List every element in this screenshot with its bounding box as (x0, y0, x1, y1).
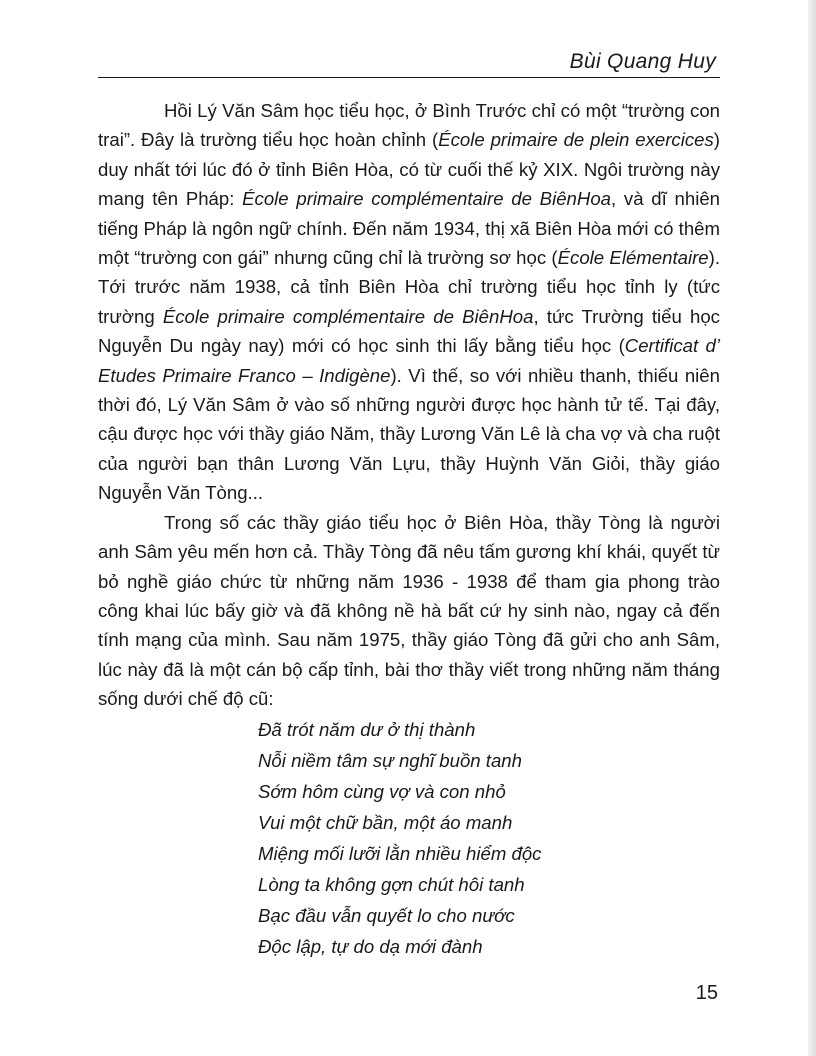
running-header-author: Bùi Quang Huy (569, 50, 716, 73)
paragraph (98, 96, 720, 508)
italic-run: École primaire de plein exercices (438, 129, 714, 151)
text-run: ) duy nhất tới lúc đó ở tỉnh Biên Hòa, có từ cuối thế kỷ XIX. Ngôi trường này mang tên Pháp: (98, 129, 720, 210)
poem-line: Sớm hôm cùng vợ và con nhỏ (258, 780, 506, 802)
text-run: ). Vì thế, so với nhiều thanh, thiếu niên thời đó, Lý Văn Sâm ở vào số những người được học hành tử tế. Tại đây, cậu được học với thầy giáo Năm, thầy Lương Văn Lê là cha vợ và cha ruột của người bạn thân Lương Văn Lựu, thầy Huỳnh Văn Giỏi, thầy giáo Nguyễn Văn Tòng... (98, 364, 720, 504)
text-run: , tức Trường tiểu học Nguyễn Du ngày nay) mới có học sinh thi lấy bằng tiểu học ( (98, 305, 720, 357)
poem-line: Độc lập, tự do dạ mới đành (258, 935, 483, 957)
poem-line: Vui một chữ bần, một áo manh (258, 811, 513, 833)
scan-edge (808, 0, 816, 1056)
poem-line: Lòng ta không gợn chút hôi tanh (258, 873, 525, 895)
poem-line: Miệng mối lưỡi lằn nhiều hiểm độc (258, 842, 542, 864)
page-body (98, 96, 720, 962)
poem-line: Bạc đầu vẫn quyết lo cho nước (258, 904, 515, 926)
italic-run: École Elémentaire (557, 247, 709, 269)
paragraph (98, 508, 720, 714)
italic-run: École primaire complémentaire de BiênHoa (162, 305, 534, 327)
text-run: Trong số các thầy giáo tiểu học ở Biên Hòa, thầy Tòng là người anh Sâm yêu mến hơn cả. Thầy Tòng đã nêu tấm gương khí khái, quyết từ bỏ nghề giáo chức từ những năm 1936 - 1938 để tham gia phong trào công khai lúc bấy giờ và đã không nề hà bất cứ hy sinh nào, ngay cả đến tính mạng của mình. Sau năm 1975, thầy giáo Tòng đã gửi cho anh Sâm, lúc này đã là một cán bộ cấp tỉnh, bài thơ thầy viết trong những năm tháng sống dưới chế độ cũ: (98, 511, 720, 710)
poem-line: Đã trót năm dư ở thị thành (258, 718, 476, 740)
text-run: , và dĩ nhiên tiếng Pháp là ngôn ngữ chính. Đến năm 1934, thị xã Biên Hòa mới có thêm một “trường con gái” nhưng cũng chỉ là trường sơ học ( (98, 188, 721, 269)
poem (98, 714, 720, 962)
poem-line: Nỗi niềm tâm sự nghĩ buồn tanh (258, 749, 522, 771)
text-run: Hồi Lý Văn Sâm học tiểu học, ở Bình Trước chỉ có một “trường con trai”. Đây là trường tiểu học hoàn chỉnh ( (98, 100, 720, 151)
header-rule (98, 77, 720, 78)
italic-run: École primaire complémentaire de BiênHoa (242, 188, 612, 210)
text-run: ). Tới trước năm 1938, cả tỉnh Biên Hòa chỉ trường tiểu học tỉnh ly (tức trường (98, 247, 720, 327)
italic-run: Certificat d’ Etudes Primaire Franco – Indigène (98, 335, 720, 386)
page-number: 15 (695, 982, 718, 1004)
